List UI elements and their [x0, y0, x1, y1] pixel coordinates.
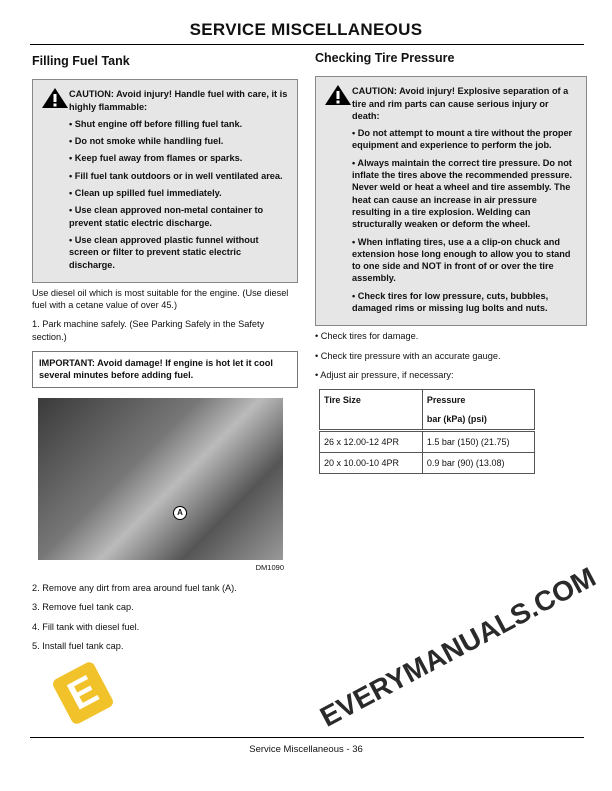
column-header	[422, 390, 534, 431]
bullet: • Check tire pressure with an accurate gauge.	[315, 350, 501, 361]
cell: 26 x 12.00-12 4PR	[320, 430, 423, 452]
caution-item: • When inflating tires, use a a clip-on chuck and extension hose long enough to allow you to stand to one side and NOT in front of or over the tire assembly.	[352, 236, 571, 284]
caution-item: • Keep fuel away from flames or sparks.	[69, 153, 243, 164]
caution-item: • Always maintain the correct tire pressure. Do not inflate the tires above the recommended pressure. Never weld or heat a wheel and tire assembly. The heat can cause an increase in air pressure resulting in a tire explosion. Welding can structurally weaken or deform the wheel.	[352, 157, 573, 230]
warning-icon	[324, 85, 352, 105]
step: 2. Remove any dirt from area around fuel tank (A).	[32, 582, 237, 593]
table-row	[320, 453, 535, 474]
section-heading-fuel: Filling Fuel Tank	[32, 54, 130, 68]
caution-box-tire	[315, 76, 587, 326]
step: 1. Park machine safely. (See Parking Safely in the Safety section.)	[32, 319, 265, 342]
header-pressure: Pressure	[426, 395, 466, 406]
bullet: • Adjust air pressure, if necessary:	[315, 369, 454, 380]
caution-item: • Fill fuel tank outdoors or in well ventilated area.	[69, 170, 283, 181]
caution-item: • Shut engine off before filling fuel tank.	[69, 118, 243, 129]
cell: 20 x 10.00-10 4PR	[320, 453, 423, 474]
caution-item: • Clean up spilled fuel immediately.	[69, 188, 222, 199]
column-header: Tire Size	[320, 390, 423, 431]
caution-intro: CAUTION: Avoid injury! Explosive separation of a tire and rim parts can cause serious injury or death:	[352, 86, 569, 121]
footer-rule	[30, 737, 584, 738]
section-heading-tire: Checking Tire Pressure	[315, 51, 455, 65]
caution-item: • Do not attempt to mount a tire without the proper equipment and experience to perform the job.	[352, 128, 573, 151]
important-box: IMPORTANT: Avoid damage! If engine is hot let it cool several minutes before adding fuel.	[32, 351, 298, 388]
right-column	[315, 52, 587, 474]
cell: 1.5 bar (150) (21.75)	[422, 430, 534, 452]
caution-item: • Do not smoke while handling fuel.	[69, 136, 224, 147]
left-column	[32, 55, 298, 659]
table-row	[320, 430, 535, 452]
step: 4. Fill tank with diesel fuel.	[32, 621, 140, 632]
header-rule	[30, 44, 584, 45]
paragraph: Use diesel oil which is most suitable for the engine. (Use diesel fuel with a cetane value of over 45.)	[32, 287, 289, 311]
page-title: SERVICE MISCELLANEOUS	[189, 20, 423, 39]
bullet: • Check tires for damage.	[315, 331, 419, 342]
caution-item: • Check tires for low pressure, cuts, bubbles, damaged rims or missing lug bolts and nuts.	[352, 290, 549, 314]
figure-caption: DM1090	[255, 562, 284, 572]
tire-pressure-table	[319, 389, 535, 474]
watermark: EVERYMANUALS.COM	[315, 561, 601, 733]
caution-item: • Use clean approved non-metal container to prevent static electric discharge.	[69, 205, 264, 228]
cell: 0.9 bar (90) (13.08)	[422, 453, 534, 474]
engine-photo	[38, 398, 283, 560]
warning-icon	[41, 88, 69, 108]
watermark-badge: E	[51, 660, 115, 726]
caution-box-fuel	[32, 79, 298, 283]
step: 5. Install fuel tank cap.	[32, 640, 124, 651]
page-footer: Service Miscellaneous - 36	[249, 744, 363, 755]
caution-item: • Use clean approved plastic funnel without screen or filter to prevent static electric discharge.	[69, 234, 259, 270]
header-units: bar (kPa) (psi)	[426, 413, 487, 424]
callout-a: A	[173, 506, 187, 520]
step: 3. Remove fuel tank cap.	[32, 602, 134, 613]
caution-intro: CAUTION: Avoid injury! Handle fuel with care, it is highly flammable:	[69, 89, 288, 112]
